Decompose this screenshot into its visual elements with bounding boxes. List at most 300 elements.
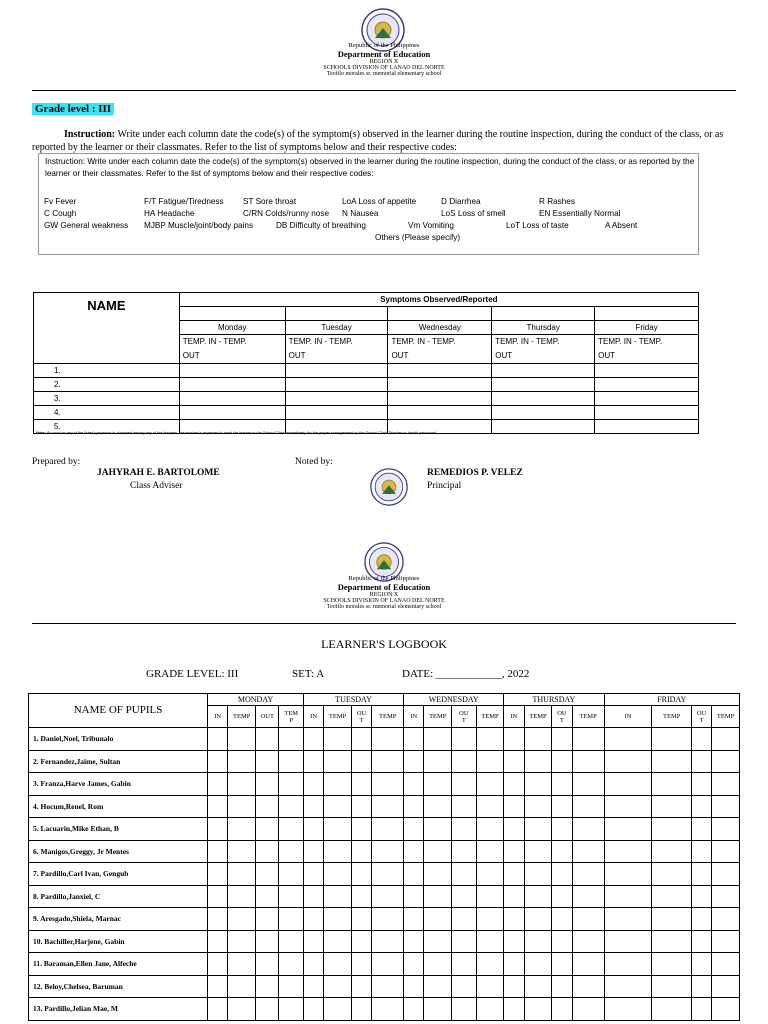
entry-cell[interactable] (712, 953, 740, 976)
entry-cell[interactable] (524, 998, 552, 1021)
entry-cell[interactable] (572, 885, 604, 908)
entry-cell[interactable] (256, 818, 279, 841)
entry-cell[interactable] (424, 975, 452, 998)
entry-cell[interactable] (256, 863, 279, 886)
entry-cell[interactable] (476, 840, 504, 863)
entry-cell[interactable] (372, 975, 404, 998)
entry-cell[interactable] (504, 773, 524, 796)
entry-cell[interactable] (524, 975, 552, 998)
entry-cell[interactable] (476, 773, 504, 796)
entry-cell[interactable] (572, 863, 604, 886)
entry-cell[interactable] (324, 953, 352, 976)
entry-cell[interactable] (712, 840, 740, 863)
entry-cell[interactable] (691, 863, 711, 886)
entry-cell[interactable] (652, 773, 691, 796)
entry-cell[interactable] (712, 930, 740, 953)
entry-cell[interactable] (388, 392, 492, 406)
entry-cell[interactable] (285, 392, 388, 406)
entry-cell[interactable] (476, 998, 504, 1021)
entry-cell[interactable] (372, 795, 404, 818)
table-row (29, 728, 740, 751)
entry-cell[interactable] (604, 998, 652, 1021)
entry-cell[interactable] (492, 406, 595, 420)
entry-cell[interactable] (324, 863, 352, 886)
entry-cell[interactable] (572, 818, 604, 841)
entry-cell[interactable] (424, 953, 452, 976)
entry-cell[interactable] (604, 953, 652, 976)
entry-cell[interactable] (285, 364, 388, 378)
entry-cell[interactable] (572, 998, 604, 1021)
entry-cell[interactable] (604, 818, 652, 841)
entry-cell[interactable] (208, 795, 228, 818)
entry-cell[interactable] (691, 975, 711, 998)
entry-cell[interactable] (492, 378, 595, 392)
entry-cell[interactable] (256, 840, 279, 863)
entry-cell[interactable] (572, 908, 604, 931)
entry-cell[interactable] (324, 975, 352, 998)
entry-cell[interactable] (652, 885, 691, 908)
entry-cell[interactable] (524, 863, 552, 886)
entry-cell[interactable] (228, 728, 256, 751)
blank-cell[interactable] (595, 307, 699, 321)
entry-cell[interactable] (552, 773, 572, 796)
entry-cell[interactable] (303, 795, 323, 818)
entry-cell[interactable] (452, 998, 477, 1021)
entry-cell[interactable] (404, 998, 424, 1021)
entry-cell[interactable] (372, 750, 404, 773)
entry-cell[interactable] (595, 378, 699, 392)
entry-cell[interactable] (351, 863, 371, 886)
entry-cell[interactable] (424, 728, 452, 751)
entry-cell[interactable] (372, 930, 404, 953)
entry-cell[interactable] (285, 406, 388, 420)
entry-cell[interactable] (572, 773, 604, 796)
entry-cell[interactable] (552, 750, 572, 773)
entry-cell[interactable] (652, 728, 691, 751)
entry-cell[interactable] (256, 953, 279, 976)
entry-cell[interactable] (208, 840, 228, 863)
entry-cell[interactable] (652, 863, 691, 886)
entry-cell[interactable] (404, 728, 424, 751)
entry-cell[interactable] (179, 406, 285, 420)
entry-cell[interactable] (712, 750, 740, 773)
entry-cell[interactable] (256, 885, 279, 908)
entry-cell[interactable] (179, 378, 285, 392)
entry-cell[interactable] (712, 975, 740, 998)
entry-cell[interactable] (712, 863, 740, 886)
entry-cell[interactable] (404, 773, 424, 796)
entry-cell[interactable] (324, 818, 352, 841)
entry-cell[interactable] (208, 908, 228, 931)
entry-cell[interactable] (256, 908, 279, 931)
entry-cell[interactable] (372, 728, 404, 751)
entry-cell[interactable] (404, 818, 424, 841)
entry-cell[interactable] (388, 378, 492, 392)
entry-cell[interactable] (691, 998, 711, 1021)
entry-cell[interactable] (324, 998, 352, 1021)
table-row (29, 750, 740, 773)
entry-cell[interactable] (424, 750, 452, 773)
entry-cell[interactable] (524, 795, 552, 818)
entry-cell[interactable] (256, 773, 279, 796)
entry-cell[interactable] (504, 863, 524, 886)
entry-cell[interactable] (476, 795, 504, 818)
entry-cell[interactable] (228, 863, 256, 886)
entry-cell[interactable] (372, 840, 404, 863)
entry-cell[interactable] (279, 885, 304, 908)
entry-cell[interactable] (303, 840, 323, 863)
temp-in-label: TEMP. IN - TEMP. (182, 337, 247, 346)
entry-cell[interactable] (279, 840, 304, 863)
entry-cell[interactable] (351, 728, 371, 751)
entry-cell[interactable] (572, 795, 604, 818)
entry-cell[interactable] (572, 728, 604, 751)
entry-cell[interactable] (504, 885, 524, 908)
entry-cell[interactable] (303, 818, 323, 841)
entry-cell[interactable] (404, 840, 424, 863)
entry-cell[interactable] (691, 953, 711, 976)
entry-cell[interactable] (504, 930, 524, 953)
entry-cell[interactable] (424, 773, 452, 796)
entry-cell[interactable] (256, 930, 279, 953)
entry-cell[interactable] (372, 953, 404, 976)
entry-cell[interactable] (552, 998, 572, 1021)
entry-cell[interactable] (712, 795, 740, 818)
entry-cell[interactable] (404, 908, 424, 931)
entry-cell[interactable] (208, 863, 228, 886)
entry-cell[interactable] (504, 818, 524, 841)
entry-cell[interactable] (504, 795, 524, 818)
entry-cell[interactable] (256, 728, 279, 751)
entry-cell[interactable] (552, 795, 572, 818)
pupil-name: 9. Aresgado,Shiela, Marnac (29, 908, 208, 931)
entry-cell[interactable] (404, 863, 424, 886)
entry-cell[interactable] (351, 773, 371, 796)
entry-cell[interactable] (303, 773, 323, 796)
entry-cell[interactable] (351, 953, 371, 976)
entry-cell[interactable] (228, 840, 256, 863)
entry-cell[interactable] (424, 818, 452, 841)
entry-cell[interactable] (452, 953, 477, 976)
entry-cell[interactable] (208, 773, 228, 796)
entry-cell[interactable] (524, 728, 552, 751)
entry-cell[interactable] (452, 930, 477, 953)
entry-cell[interactable] (524, 840, 552, 863)
entry-cell[interactable] (208, 953, 228, 976)
entry-cell[interactable] (452, 773, 477, 796)
entry-cell[interactable] (279, 863, 304, 886)
entry-cell[interactable] (279, 998, 304, 1021)
entry-cell[interactable] (452, 840, 477, 863)
principal-name: REMEDIOS P. VELEZ (427, 468, 523, 478)
entry-cell[interactable] (552, 930, 572, 953)
entry-cell[interactable] (552, 908, 572, 931)
entry-cell[interactable] (208, 728, 228, 751)
entry-cell[interactable] (279, 953, 304, 976)
entry-cell[interactable] (404, 885, 424, 908)
entry-cell[interactable] (691, 908, 711, 931)
entry-cell[interactable] (228, 953, 256, 976)
entry-cell[interactable] (404, 795, 424, 818)
entry-cell[interactable] (504, 728, 524, 751)
entry-cell[interactable] (303, 863, 323, 886)
entry-cell[interactable] (388, 364, 492, 378)
entry-cell[interactable] (324, 728, 352, 751)
entry-cell[interactable] (504, 750, 524, 773)
entry-cell[interactable] (476, 975, 504, 998)
entry-cell[interactable] (351, 908, 371, 931)
entry-cell[interactable] (604, 885, 652, 908)
entry-cell[interactable] (179, 364, 285, 378)
entry-cell[interactable] (404, 930, 424, 953)
entry-cell[interactable] (404, 953, 424, 976)
entry-cell[interactable] (279, 975, 304, 998)
entry-cell[interactable] (279, 728, 304, 751)
day-header: TUESDAY (303, 694, 403, 706)
entry-cell[interactable] (324, 840, 352, 863)
entry-cell[interactable] (279, 750, 304, 773)
entry-cell[interactable] (372, 908, 404, 931)
entry-cell[interactable] (208, 975, 228, 998)
entry-cell[interactable] (208, 998, 228, 1021)
entry-cell[interactable] (552, 975, 572, 998)
entry-cell[interactable] (604, 975, 652, 998)
entry-cell[interactable] (351, 840, 371, 863)
entry-cell[interactable] (476, 953, 504, 976)
entry-cell[interactable] (351, 795, 371, 818)
entry-cell[interactable] (424, 998, 452, 1021)
entry-cell[interactable] (424, 930, 452, 953)
entry-cell[interactable] (572, 953, 604, 976)
entry-cell[interactable] (492, 392, 595, 406)
entry-cell[interactable] (552, 885, 572, 908)
entry-cell[interactable] (691, 728, 711, 751)
entry-cell[interactable] (279, 795, 304, 818)
entry-cell[interactable] (712, 885, 740, 908)
entry-cell[interactable] (452, 818, 477, 841)
entry-cell[interactable] (208, 885, 228, 908)
blank-cell[interactable] (285, 307, 388, 321)
entry-cell[interactable] (372, 818, 404, 841)
temp-out-label: OUT (391, 351, 409, 360)
entry-cell[interactable] (424, 863, 452, 886)
entry-cell[interactable] (595, 406, 699, 420)
entry-cell[interactable] (179, 392, 285, 406)
blank-cell[interactable] (492, 307, 595, 321)
entry-cell[interactable] (424, 840, 452, 863)
entry-cell[interactable] (228, 750, 256, 773)
entry-cell[interactable] (452, 908, 477, 931)
entry-cell[interactable] (691, 795, 711, 818)
entry-cell[interactable] (652, 998, 691, 1021)
entry-cell[interactable] (404, 975, 424, 998)
entry-cell[interactable] (279, 930, 304, 953)
entry-cell[interactable] (476, 818, 504, 841)
entry-cell[interactable] (691, 818, 711, 841)
entry-cell[interactable] (652, 795, 691, 818)
entry-cell[interactable] (228, 975, 256, 998)
entry-cell[interactable] (452, 975, 477, 998)
entry-cell[interactable] (372, 885, 404, 908)
entry-cell[interactable] (476, 728, 504, 751)
entry-cell[interactable] (595, 364, 699, 378)
entry-cell[interactable] (524, 908, 552, 931)
entry-cell[interactable] (388, 406, 492, 420)
entry-cell[interactable] (279, 773, 304, 796)
entry-cell[interactable] (228, 908, 256, 931)
blank-cell[interactable] (388, 307, 492, 321)
entry-cell[interactable] (572, 975, 604, 998)
entry-cell[interactable] (652, 818, 691, 841)
entry-cell[interactable] (691, 773, 711, 796)
entry-cell[interactable] (652, 840, 691, 863)
entry-cell[interactable] (524, 930, 552, 953)
entry-cell[interactable] (351, 930, 371, 953)
entry-cell[interactable] (303, 975, 323, 998)
entry-cell[interactable] (552, 818, 572, 841)
entry-cell[interactable] (324, 773, 352, 796)
entry-cell[interactable] (524, 773, 552, 796)
entry-cell[interactable] (372, 863, 404, 886)
entry-cell[interactable] (524, 750, 552, 773)
entry-cell[interactable] (256, 998, 279, 1021)
entry-cell[interactable] (351, 750, 371, 773)
entry-cell[interactable] (572, 840, 604, 863)
entry-cell[interactable] (303, 750, 323, 773)
division-text: SCHOOLS DIVISION OF LANAO DEL NORTE (323, 65, 445, 72)
entry-cell[interactable] (372, 998, 404, 1021)
entry-cell[interactable] (324, 795, 352, 818)
entry-cell[interactable] (604, 795, 652, 818)
entry-cell[interactable] (351, 998, 371, 1021)
entry-cell[interactable] (476, 930, 504, 953)
entry-cell[interactable] (452, 863, 477, 886)
entry-cell[interactable] (652, 953, 691, 976)
noted-by-label: Noted by: (295, 457, 333, 467)
entry-cell[interactable] (572, 750, 604, 773)
entry-cell[interactable] (351, 885, 371, 908)
entry-cell[interactable] (504, 840, 524, 863)
entry-cell[interactable] (279, 818, 304, 841)
entry-cell[interactable] (351, 818, 371, 841)
entry-cell[interactable] (452, 728, 477, 751)
entry-cell[interactable] (324, 885, 352, 908)
blank-cell[interactable] (179, 307, 285, 321)
entry-cell[interactable] (324, 750, 352, 773)
logbook-title: LEARNER'S LOGBOOK (321, 637, 447, 651)
entry-cell[interactable] (228, 773, 256, 796)
entry-cell[interactable] (524, 818, 552, 841)
entry-cell[interactable] (228, 818, 256, 841)
entry-cell[interactable] (256, 795, 279, 818)
entry-cell[interactable] (303, 953, 323, 976)
adviser-name: JAHYRAH E. BARTOLOME (97, 468, 220, 478)
entry-cell[interactable] (604, 840, 652, 863)
entry-cell[interactable] (208, 750, 228, 773)
entry-cell[interactable] (424, 795, 452, 818)
entry-cell[interactable] (504, 908, 524, 931)
entry-cell[interactable] (652, 750, 691, 773)
entry-cell[interactable] (476, 750, 504, 773)
entry-cell[interactable] (604, 908, 652, 931)
entry-cell[interactable] (552, 728, 572, 751)
entry-cell[interactable] (552, 953, 572, 976)
entry-cell[interactable] (691, 840, 711, 863)
entry-cell[interactable] (691, 885, 711, 908)
entry-cell[interactable] (452, 885, 477, 908)
entry-cell[interactable] (303, 908, 323, 931)
entry-cell[interactable] (712, 773, 740, 796)
entry-cell[interactable] (256, 975, 279, 998)
entry-cell[interactable] (452, 750, 477, 773)
entry-cell[interactable] (524, 885, 552, 908)
entry-cell[interactable] (691, 930, 711, 953)
entry-cell[interactable] (604, 773, 652, 796)
entry-cell[interactable] (404, 750, 424, 773)
entry-cell[interactable] (712, 998, 740, 1021)
entry-cell[interactable] (504, 953, 524, 976)
entry-cell[interactable] (228, 795, 256, 818)
entry-cell[interactable] (452, 795, 477, 818)
entry-cell[interactable] (604, 930, 652, 953)
entry-cell[interactable] (351, 975, 371, 998)
entry-cell[interactable] (208, 930, 228, 953)
entry-cell[interactable] (691, 750, 711, 773)
entry-cell[interactable] (372, 773, 404, 796)
entry-cell[interactable] (595, 392, 699, 406)
entry-cell[interactable] (492, 420, 595, 434)
entry-cell[interactable] (424, 885, 452, 908)
entry-cell[interactable] (552, 863, 572, 886)
entry-cell[interactable] (228, 930, 256, 953)
entry-cell[interactable] (552, 840, 572, 863)
entry-cell[interactable] (476, 885, 504, 908)
entry-cell[interactable] (712, 818, 740, 841)
entry-cell[interactable] (652, 975, 691, 998)
entry-cell[interactable] (504, 998, 524, 1021)
entry-cell[interactable] (476, 863, 504, 886)
entry-cell[interactable] (712, 908, 740, 931)
entry-cell[interactable] (285, 378, 388, 392)
entry-cell[interactable] (604, 750, 652, 773)
entry-cell[interactable] (595, 420, 699, 434)
entry-cell[interactable] (303, 998, 323, 1021)
entry-cell[interactable] (256, 750, 279, 773)
entry-cell[interactable] (652, 930, 691, 953)
entry-cell[interactable] (652, 908, 691, 931)
entry-cell[interactable] (228, 998, 256, 1021)
entry-cell[interactable] (492, 364, 595, 378)
entry-cell[interactable] (572, 930, 604, 953)
pupil-name: 3. Franza,Harve James, Gabin (29, 773, 208, 796)
entry-cell[interactable] (424, 908, 452, 931)
entry-cell[interactable] (476, 908, 504, 931)
entry-cell[interactable] (303, 728, 323, 751)
entry-cell[interactable] (208, 818, 228, 841)
entry-cell[interactable] (303, 885, 323, 908)
pupil-name: 8. Pardillo,Janxiel, C (29, 885, 208, 908)
entry-cell[interactable] (604, 863, 652, 886)
entry-cell[interactable] (303, 930, 323, 953)
entry-cell[interactable] (324, 908, 352, 931)
entry-cell[interactable] (504, 975, 524, 998)
entry-cell[interactable] (524, 953, 552, 976)
entry-cell[interactable] (228, 885, 256, 908)
entry-cell[interactable] (279, 908, 304, 931)
entry-cell[interactable] (604, 728, 652, 751)
entry-cell[interactable] (324, 930, 352, 953)
entry-cell[interactable] (712, 728, 740, 751)
